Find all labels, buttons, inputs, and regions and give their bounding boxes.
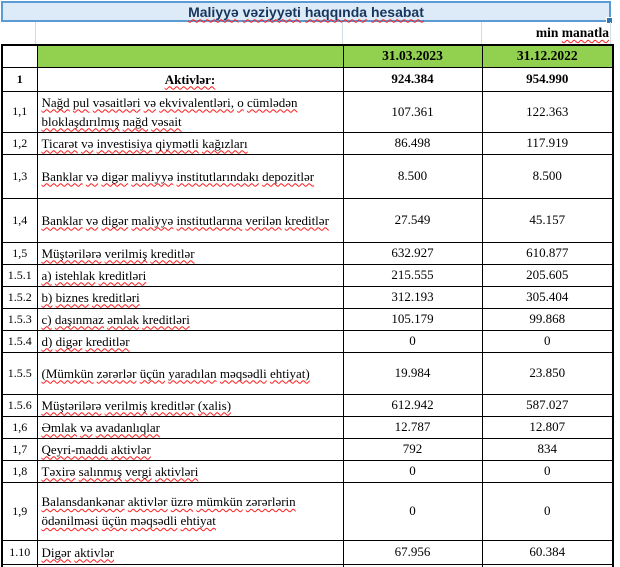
value-31-12-2022[interactable]: 610.877 [482,242,613,264]
value-31-03-2023[interactable]: 86.498 [343,132,482,154]
value-31-12-2022[interactable]: 0 [482,460,613,482]
value-31-03-2023[interactable]: 924.384 [343,67,482,91]
row-number[interactable]: 1.5.1 [2,264,37,286]
row-number[interactable]: 1.10 [2,540,37,564]
value-31-12-2022[interactable]: 205.605 [482,264,613,286]
row-number[interactable]: 1,3 [2,154,37,198]
table-row [2,264,613,286]
row-description[interactable]: b) biznes kreditləri [37,286,343,308]
row-number[interactable]: 1,6 [2,416,37,438]
value-31-03-2023[interactable]: 19.984 [343,352,482,394]
value-31-12-2022[interactable]: 587.027 [482,394,613,416]
row-description[interactable]: Müştərilərə verilmiş kreditlər (xalis) [37,394,343,416]
value-31-03-2023[interactable]: 27.549 [343,198,482,242]
column-header-31-12-2022[interactable]: 31.12.2022 [482,45,613,67]
row-description[interactable]: Banklar və digər maliyyə institutlarına verilən kreditlər [37,198,343,242]
row-number[interactable]: 1 [2,67,37,91]
row-number[interactable]: 1,1 [2,91,37,132]
row-number[interactable]: 1,5 [2,242,37,264]
value-31-03-2023[interactable]: 67.956 [343,540,482,564]
row-description[interactable]: d) digər kreditlər [37,330,343,352]
value-31-03-2023[interactable]: 215.555 [343,264,482,286]
value-31-03-2023[interactable]: 8.500 [343,154,482,198]
table-row [2,242,613,264]
table-row [2,198,613,242]
value-31-03-2023[interactable]: 107.361 [343,91,482,132]
row-number[interactable]: 1,2 [2,132,37,154]
row-number[interactable]: 1,7 [2,438,37,460]
value-31-12-2022[interactable]: 117.919 [482,132,613,154]
value-31-12-2022[interactable]: 0 [482,482,613,540]
table-row [2,460,613,482]
row-description[interactable]: Ticarət və investisiya qiymətli kağızları [37,132,343,154]
row-number[interactable]: 1.5.5 [2,352,37,394]
table-row [2,308,613,330]
value-31-03-2023[interactable]: 612.942 [343,394,482,416]
table-row [2,416,613,438]
row-description[interactable]: Nağd pul vəsaitləri və ekvivalentləri, o cümlədən bloklaşdırılmış nağd vəsait [37,91,343,132]
table-row [2,482,613,540]
column-header-31-03-2023[interactable]: 31.03.2023 [343,45,482,67]
row-description[interactable]: Digər aktivlər [37,540,343,564]
value-31-12-2022[interactable]: 8.500 [482,154,613,198]
value-31-12-2022[interactable]: 45.157 [482,198,613,242]
header-row [2,45,613,67]
value-31-12-2022[interactable]: 954.990 [482,67,613,91]
table-row [2,154,613,198]
unit-note-word: manatla [561,25,609,40]
gridline [342,22,343,44]
row-description[interactable]: Banklar və digər maliyyə institutlarındakı depozitlər [37,154,343,198]
value-31-03-2023[interactable]: 632.927 [343,242,482,264]
row-number[interactable]: 1.5.6 [2,394,37,416]
row-number[interactable]: 1.5.3 [2,308,37,330]
value-31-12-2022[interactable]: 60.384 [482,540,613,564]
value-31-03-2023[interactable]: 792 [343,438,482,460]
financial-table [1,44,614,567]
value-31-12-2022[interactable]: 23.850 [482,352,613,394]
value-31-03-2023[interactable]: 0 [343,460,482,482]
table-row [2,540,613,564]
value-31-03-2023[interactable]: 12.787 [343,416,482,438]
unit-note-row [1,22,611,44]
value-31-12-2022[interactable]: 99.868 [482,308,613,330]
row-description[interactable]: Qeyri-maddi aktivlər [37,438,343,460]
row-number[interactable]: 1.5.4 [2,330,37,352]
table-header [2,45,613,67]
value-31-12-2022[interactable]: 305.404 [482,286,613,308]
row-number[interactable]: 1,8 [2,460,37,482]
report-title: Maliyyə vəziyyəti haqqında hesabat [188,3,424,20]
row-description[interactable]: Balansdankənar aktivlər üzrə mümkün zərərlərin ödənilməsi üçün məqsədli ehtiyat [37,482,343,540]
gridline [610,22,611,44]
row-number[interactable]: 1,9 [2,482,37,540]
table-body [2,67,613,564]
row-description[interactable]: Aktivlər: [37,67,343,91]
row-description[interactable]: a) istehlak kreditləri [37,264,343,286]
row-description[interactable]: (Mümkün zərərlər üçün yaradılan məqsədli ehtiyat) [37,352,343,394]
row-number[interactable]: 1,4 [2,198,37,242]
table-row [2,132,613,154]
header-description-cell[interactable] [37,45,343,67]
table-row [2,438,613,460]
report-title-cell[interactable] [1,1,611,22]
value-31-12-2022[interactable]: 122.363 [482,91,613,132]
table-row [2,67,613,91]
table-row [2,91,613,132]
row-description[interactable]: Əmlak və avadanlıqlar [37,416,343,438]
table-row [2,286,613,308]
gridline [481,22,482,44]
header-corner-cell[interactable] [2,45,37,67]
value-31-03-2023[interactable]: 312.193 [343,286,482,308]
table-row [2,330,613,352]
table-row [2,394,613,416]
value-31-03-2023[interactable]: 105.179 [343,308,482,330]
unit-note: min manatla [535,25,609,40]
value-31-12-2022[interactable]: 834 [482,438,613,460]
row-description[interactable]: c) daşınmaz əmlak kreditləri [37,308,343,330]
value-31-12-2022[interactable]: 0 [482,330,613,352]
table-row [2,352,613,394]
gridline [35,22,36,44]
row-number[interactable]: 1.5.2 [2,286,37,308]
row-description[interactable]: Müştərilərə verilmiş kreditlər [37,242,343,264]
value-31-12-2022[interactable]: 12.807 [482,416,613,438]
value-31-03-2023[interactable]: 0 [343,330,482,352]
row-description[interactable]: Təxirə salınmış vergi aktivləri [37,460,343,482]
value-31-03-2023[interactable]: 0 [343,482,482,540]
